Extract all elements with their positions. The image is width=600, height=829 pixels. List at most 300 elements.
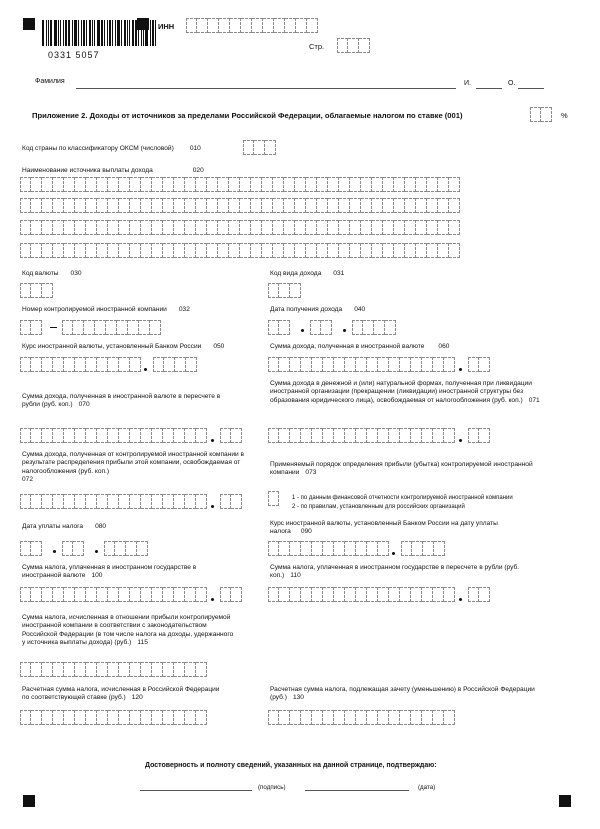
char-cell[interactable] xyxy=(284,243,295,258)
char-cell[interactable] xyxy=(97,494,108,509)
char-cell[interactable] xyxy=(356,710,367,725)
char-cell[interactable] xyxy=(433,710,444,725)
char-cell[interactable] xyxy=(416,198,427,213)
char-cell[interactable] xyxy=(119,587,130,602)
char-cell[interactable] xyxy=(274,18,285,33)
char-cell[interactable] xyxy=(42,710,53,725)
char-cell[interactable] xyxy=(141,198,152,213)
char-cell[interactable] xyxy=(31,541,42,556)
char-cell[interactable] xyxy=(196,428,207,443)
char-cell[interactable] xyxy=(196,220,207,235)
char-cell[interactable] xyxy=(416,220,427,235)
char-cell[interactable] xyxy=(219,18,230,33)
char-cell[interactable] xyxy=(75,357,86,372)
char-cell[interactable] xyxy=(141,177,152,192)
char-cell[interactable] xyxy=(42,428,53,443)
char-cell[interactable] xyxy=(218,198,229,213)
char-cell[interactable] xyxy=(86,198,97,213)
char-cell[interactable] xyxy=(20,662,31,677)
char-cell[interactable] xyxy=(31,587,42,602)
char-cell[interactable] xyxy=(323,541,334,556)
field-080-month[interactable] xyxy=(62,541,84,556)
char-cell[interactable] xyxy=(186,357,197,372)
char-cell[interactable] xyxy=(268,357,279,372)
char-cell[interactable] xyxy=(218,220,229,235)
char-cell[interactable] xyxy=(389,428,400,443)
char-cell[interactable] xyxy=(229,198,240,213)
char-cell[interactable] xyxy=(301,710,312,725)
char-cell[interactable] xyxy=(411,710,422,725)
char-cell[interactable] xyxy=(254,140,265,155)
char-cell[interactable] xyxy=(427,177,438,192)
char-cell[interactable] xyxy=(229,220,240,235)
char-cell[interactable] xyxy=(64,243,75,258)
char-cell[interactable] xyxy=(416,243,427,258)
char-cell[interactable] xyxy=(42,243,53,258)
char-cell[interactable] xyxy=(290,283,301,298)
field-020-row-1[interactable] xyxy=(20,177,460,192)
char-cell[interactable] xyxy=(163,710,174,725)
inn-field[interactable] xyxy=(186,18,318,33)
char-cell[interactable] xyxy=(306,177,317,192)
char-cell[interactable] xyxy=(53,177,64,192)
char-cell[interactable] xyxy=(31,428,42,443)
char-cell[interactable] xyxy=(141,243,152,258)
char-cell[interactable] xyxy=(86,243,97,258)
char-cell[interactable] xyxy=(405,220,416,235)
char-cell[interactable] xyxy=(301,428,312,443)
char-cell[interactable] xyxy=(75,662,86,677)
char-cell[interactable] xyxy=(350,198,361,213)
field-040-month[interactable] xyxy=(310,320,332,335)
char-cell[interactable] xyxy=(295,177,306,192)
char-cell[interactable] xyxy=(372,177,383,192)
char-cell[interactable] xyxy=(262,177,273,192)
char-cell[interactable] xyxy=(137,541,148,556)
char-cell[interactable] xyxy=(119,428,130,443)
char-cell[interactable] xyxy=(152,428,163,443)
char-cell[interactable] xyxy=(405,177,416,192)
char-cell[interactable] xyxy=(126,541,137,556)
char-cell[interactable] xyxy=(53,710,64,725)
char-cell[interactable] xyxy=(268,491,279,506)
char-cell[interactable] xyxy=(220,428,231,443)
char-cell[interactable] xyxy=(75,710,86,725)
char-cell[interactable] xyxy=(312,541,323,556)
char-cell[interactable] xyxy=(185,428,196,443)
char-cell[interactable] xyxy=(449,177,460,192)
char-cell[interactable] xyxy=(251,198,262,213)
char-cell[interactable] xyxy=(141,220,152,235)
field-080-year[interactable] xyxy=(104,541,148,556)
char-cell[interactable] xyxy=(163,220,174,235)
char-cell[interactable] xyxy=(230,18,241,33)
char-cell[interactable] xyxy=(312,587,323,602)
char-cell[interactable] xyxy=(231,587,242,602)
char-cell[interactable] xyxy=(174,198,185,213)
char-cell[interactable] xyxy=(323,710,334,725)
char-cell[interactable] xyxy=(240,177,251,192)
char-cell[interactable] xyxy=(53,243,64,258)
field-040-day[interactable] xyxy=(268,320,290,335)
field-090-int[interactable] xyxy=(268,541,389,556)
char-cell[interactable] xyxy=(339,198,350,213)
char-cell[interactable] xyxy=(252,18,263,33)
char-cell[interactable] xyxy=(152,177,163,192)
char-cell[interactable] xyxy=(31,710,42,725)
char-cell[interactable] xyxy=(345,541,356,556)
field-073[interactable] xyxy=(268,491,279,506)
char-cell[interactable] xyxy=(268,320,279,335)
char-cell[interactable] xyxy=(108,220,119,235)
char-cell[interactable] xyxy=(196,198,207,213)
char-cell[interactable] xyxy=(130,220,141,235)
char-cell[interactable] xyxy=(31,220,42,235)
char-cell[interactable] xyxy=(328,220,339,235)
field-072-frac[interactable] xyxy=(220,494,242,509)
char-cell[interactable] xyxy=(186,18,197,33)
char-cell[interactable] xyxy=(273,243,284,258)
char-cell[interactable] xyxy=(42,283,53,298)
char-cell[interactable] xyxy=(400,587,411,602)
char-cell[interactable] xyxy=(64,494,75,509)
char-cell[interactable] xyxy=(174,220,185,235)
char-cell[interactable] xyxy=(119,662,130,677)
char-cell[interactable] xyxy=(53,428,64,443)
char-cell[interactable] xyxy=(119,243,130,258)
char-cell[interactable] xyxy=(229,243,240,258)
char-cell[interactable] xyxy=(444,587,455,602)
char-cell[interactable] xyxy=(196,710,207,725)
field-010[interactable] xyxy=(243,140,276,155)
char-cell[interactable] xyxy=(334,428,345,443)
char-cell[interactable] xyxy=(423,541,434,556)
char-cell[interactable] xyxy=(422,428,433,443)
char-cell[interactable] xyxy=(31,320,42,335)
char-cell[interactable] xyxy=(530,107,541,122)
initial-o-line[interactable] xyxy=(518,88,544,89)
char-cell[interactable] xyxy=(541,107,552,122)
char-cell[interactable] xyxy=(218,177,229,192)
char-cell[interactable] xyxy=(405,243,416,258)
field-100-frac[interactable] xyxy=(220,587,242,602)
char-cell[interactable] xyxy=(356,428,367,443)
char-cell[interactable] xyxy=(141,710,152,725)
char-cell[interactable] xyxy=(284,220,295,235)
char-cell[interactable] xyxy=(468,587,479,602)
char-cell[interactable] xyxy=(361,198,372,213)
field-100-int[interactable] xyxy=(20,587,207,602)
char-cell[interactable] xyxy=(97,177,108,192)
char-cell[interactable] xyxy=(64,587,75,602)
char-cell[interactable] xyxy=(449,220,460,235)
char-cell[interactable] xyxy=(64,198,75,213)
field-040-year[interactable] xyxy=(352,320,396,335)
field-050-frac[interactable] xyxy=(153,357,197,372)
field-120[interactable] xyxy=(20,710,207,725)
char-cell[interactable] xyxy=(86,587,97,602)
char-cell[interactable] xyxy=(312,428,323,443)
char-cell[interactable] xyxy=(152,494,163,509)
char-cell[interactable] xyxy=(42,177,53,192)
char-cell[interactable] xyxy=(339,243,350,258)
char-cell[interactable] xyxy=(383,220,394,235)
field-115[interactable] xyxy=(20,662,207,677)
char-cell[interactable] xyxy=(279,320,290,335)
char-cell[interactable] xyxy=(328,177,339,192)
signature-line[interactable] xyxy=(140,790,252,791)
char-cell[interactable] xyxy=(163,243,174,258)
char-cell[interactable] xyxy=(356,587,367,602)
char-cell[interactable] xyxy=(363,320,374,335)
field-060-frac[interactable] xyxy=(468,357,490,372)
char-cell[interactable] xyxy=(174,243,185,258)
char-cell[interactable] xyxy=(361,243,372,258)
field-050-int[interactable] xyxy=(20,357,141,372)
char-cell[interactable] xyxy=(75,243,86,258)
char-cell[interactable] xyxy=(108,662,119,677)
char-cell[interactable] xyxy=(75,587,86,602)
char-cell[interactable] xyxy=(174,710,185,725)
char-cell[interactable] xyxy=(240,220,251,235)
char-cell[interactable] xyxy=(295,220,306,235)
char-cell[interactable] xyxy=(229,177,240,192)
char-cell[interactable] xyxy=(367,541,378,556)
char-cell[interactable] xyxy=(75,198,86,213)
char-cell[interactable] xyxy=(345,357,356,372)
field-071-frac[interactable] xyxy=(468,428,490,443)
char-cell[interactable] xyxy=(334,541,345,556)
field-020-row-2[interactable] xyxy=(20,198,460,213)
char-cell[interactable] xyxy=(73,320,84,335)
char-cell[interactable] xyxy=(163,662,174,677)
char-cell[interactable] xyxy=(141,428,152,443)
char-cell[interactable] xyxy=(449,243,460,258)
char-cell[interactable] xyxy=(163,177,174,192)
char-cell[interactable] xyxy=(334,710,345,725)
char-cell[interactable] xyxy=(389,587,400,602)
char-cell[interactable] xyxy=(207,177,218,192)
rate-field-001[interactable] xyxy=(530,107,552,122)
char-cell[interactable] xyxy=(62,541,73,556)
initial-i-line[interactable] xyxy=(476,88,502,89)
char-cell[interactable] xyxy=(175,357,186,372)
char-cell[interactable] xyxy=(130,243,141,258)
char-cell[interactable] xyxy=(438,177,449,192)
char-cell[interactable] xyxy=(119,198,130,213)
char-cell[interactable] xyxy=(130,177,141,192)
char-cell[interactable] xyxy=(352,320,363,335)
char-cell[interactable] xyxy=(196,243,207,258)
char-cell[interactable] xyxy=(295,198,306,213)
char-cell[interactable] xyxy=(64,357,75,372)
char-cell[interactable] xyxy=(279,587,290,602)
char-cell[interactable] xyxy=(115,541,126,556)
char-cell[interactable] xyxy=(185,243,196,258)
char-cell[interactable] xyxy=(108,494,119,509)
char-cell[interactable] xyxy=(185,587,196,602)
char-cell[interactable] xyxy=(394,198,405,213)
char-cell[interactable] xyxy=(86,494,97,509)
char-cell[interactable] xyxy=(119,357,130,372)
char-cell[interactable] xyxy=(400,357,411,372)
char-cell[interactable] xyxy=(367,587,378,602)
char-cell[interactable] xyxy=(42,494,53,509)
char-cell[interactable] xyxy=(130,494,141,509)
char-cell[interactable] xyxy=(378,428,389,443)
char-cell[interactable] xyxy=(433,428,444,443)
field-071-int[interactable] xyxy=(268,428,455,443)
char-cell[interactable] xyxy=(20,220,31,235)
field-020-row-4[interactable] xyxy=(20,243,460,258)
char-cell[interactable] xyxy=(53,357,64,372)
char-cell[interactable] xyxy=(119,220,130,235)
char-cell[interactable] xyxy=(231,428,242,443)
char-cell[interactable] xyxy=(64,177,75,192)
char-cell[interactable] xyxy=(185,198,196,213)
char-cell[interactable] xyxy=(86,710,97,725)
char-cell[interactable] xyxy=(411,428,422,443)
char-cell[interactable] xyxy=(427,220,438,235)
char-cell[interactable] xyxy=(31,283,42,298)
char-cell[interactable] xyxy=(345,587,356,602)
char-cell[interactable] xyxy=(412,541,423,556)
char-cell[interactable] xyxy=(411,357,422,372)
char-cell[interactable] xyxy=(434,541,445,556)
field-070-int[interactable] xyxy=(20,428,207,443)
char-cell[interactable] xyxy=(42,198,53,213)
char-cell[interactable] xyxy=(411,587,422,602)
char-cell[interactable] xyxy=(323,357,334,372)
char-cell[interactable] xyxy=(231,494,242,509)
char-cell[interactable] xyxy=(301,541,312,556)
char-cell[interactable] xyxy=(394,177,405,192)
char-cell[interactable] xyxy=(117,320,128,335)
char-cell[interactable] xyxy=(383,198,394,213)
char-cell[interactable] xyxy=(64,220,75,235)
char-cell[interactable] xyxy=(152,587,163,602)
char-cell[interactable] xyxy=(20,357,31,372)
char-cell[interactable] xyxy=(444,428,455,443)
char-cell[interactable] xyxy=(389,357,400,372)
char-cell[interactable] xyxy=(290,587,301,602)
char-cell[interactable] xyxy=(307,18,318,33)
char-cell[interactable] xyxy=(438,220,449,235)
char-cell[interactable] xyxy=(468,428,479,443)
char-cell[interactable] xyxy=(86,357,97,372)
field-020-row-3[interactable] xyxy=(20,220,460,235)
char-cell[interactable] xyxy=(240,243,251,258)
char-cell[interactable] xyxy=(405,198,416,213)
char-cell[interactable] xyxy=(31,494,42,509)
field-072-int[interactable] xyxy=(20,494,207,509)
char-cell[interactable] xyxy=(20,283,31,298)
char-cell[interactable] xyxy=(119,494,130,509)
char-cell[interactable] xyxy=(317,177,328,192)
char-cell[interactable] xyxy=(86,662,97,677)
char-cell[interactable] xyxy=(97,243,108,258)
char-cell[interactable] xyxy=(345,710,356,725)
char-cell[interactable] xyxy=(306,243,317,258)
page-field[interactable] xyxy=(337,38,370,53)
char-cell[interactable] xyxy=(75,494,86,509)
char-cell[interactable] xyxy=(163,198,174,213)
char-cell[interactable] xyxy=(262,220,273,235)
char-cell[interactable] xyxy=(164,357,175,372)
char-cell[interactable] xyxy=(273,220,284,235)
char-cell[interactable] xyxy=(185,710,196,725)
field-060-int[interactable] xyxy=(268,357,455,372)
char-cell[interactable] xyxy=(383,177,394,192)
char-cell[interactable] xyxy=(268,587,279,602)
char-cell[interactable] xyxy=(312,357,323,372)
char-cell[interactable] xyxy=(97,662,108,677)
char-cell[interactable] xyxy=(97,198,108,213)
char-cell[interactable] xyxy=(449,198,460,213)
char-cell[interactable] xyxy=(64,710,75,725)
char-cell[interactable] xyxy=(251,243,262,258)
char-cell[interactable] xyxy=(301,357,312,372)
char-cell[interactable] xyxy=(433,357,444,372)
char-cell[interactable] xyxy=(42,357,53,372)
char-cell[interactable] xyxy=(378,357,389,372)
char-cell[interactable] xyxy=(97,710,108,725)
char-cell[interactable] xyxy=(42,220,53,235)
char-cell[interactable] xyxy=(290,357,301,372)
char-cell[interactable] xyxy=(86,177,97,192)
char-cell[interactable] xyxy=(31,177,42,192)
char-cell[interactable] xyxy=(334,357,345,372)
char-cell[interactable] xyxy=(53,220,64,235)
char-cell[interactable] xyxy=(290,428,301,443)
char-cell[interactable] xyxy=(31,662,42,677)
char-cell[interactable] xyxy=(367,428,378,443)
char-cell[interactable] xyxy=(75,428,86,443)
char-cell[interactable] xyxy=(323,587,334,602)
char-cell[interactable] xyxy=(108,710,119,725)
char-cell[interactable] xyxy=(468,357,479,372)
char-cell[interactable] xyxy=(367,710,378,725)
char-cell[interactable] xyxy=(108,587,119,602)
char-cell[interactable] xyxy=(207,220,218,235)
char-cell[interactable] xyxy=(141,587,152,602)
char-cell[interactable] xyxy=(394,243,405,258)
char-cell[interactable] xyxy=(42,662,53,677)
char-cell[interactable] xyxy=(75,177,86,192)
char-cell[interactable] xyxy=(262,243,273,258)
char-cell[interactable] xyxy=(306,198,317,213)
char-cell[interactable] xyxy=(20,320,31,335)
char-cell[interactable] xyxy=(367,357,378,372)
char-cell[interactable] xyxy=(174,587,185,602)
char-cell[interactable] xyxy=(20,494,31,509)
char-cell[interactable] xyxy=(31,357,42,372)
char-cell[interactable] xyxy=(372,220,383,235)
char-cell[interactable] xyxy=(152,243,163,258)
char-cell[interactable] xyxy=(263,18,274,33)
char-cell[interactable] xyxy=(328,243,339,258)
char-cell[interactable] xyxy=(268,710,279,725)
char-cell[interactable] xyxy=(152,220,163,235)
char-cell[interactable] xyxy=(97,220,108,235)
char-cell[interactable] xyxy=(350,220,361,235)
char-cell[interactable] xyxy=(141,662,152,677)
char-cell[interactable] xyxy=(284,177,295,192)
char-cell[interactable] xyxy=(185,220,196,235)
char-cell[interactable] xyxy=(163,587,174,602)
char-cell[interactable] xyxy=(128,320,139,335)
char-cell[interactable] xyxy=(141,494,152,509)
